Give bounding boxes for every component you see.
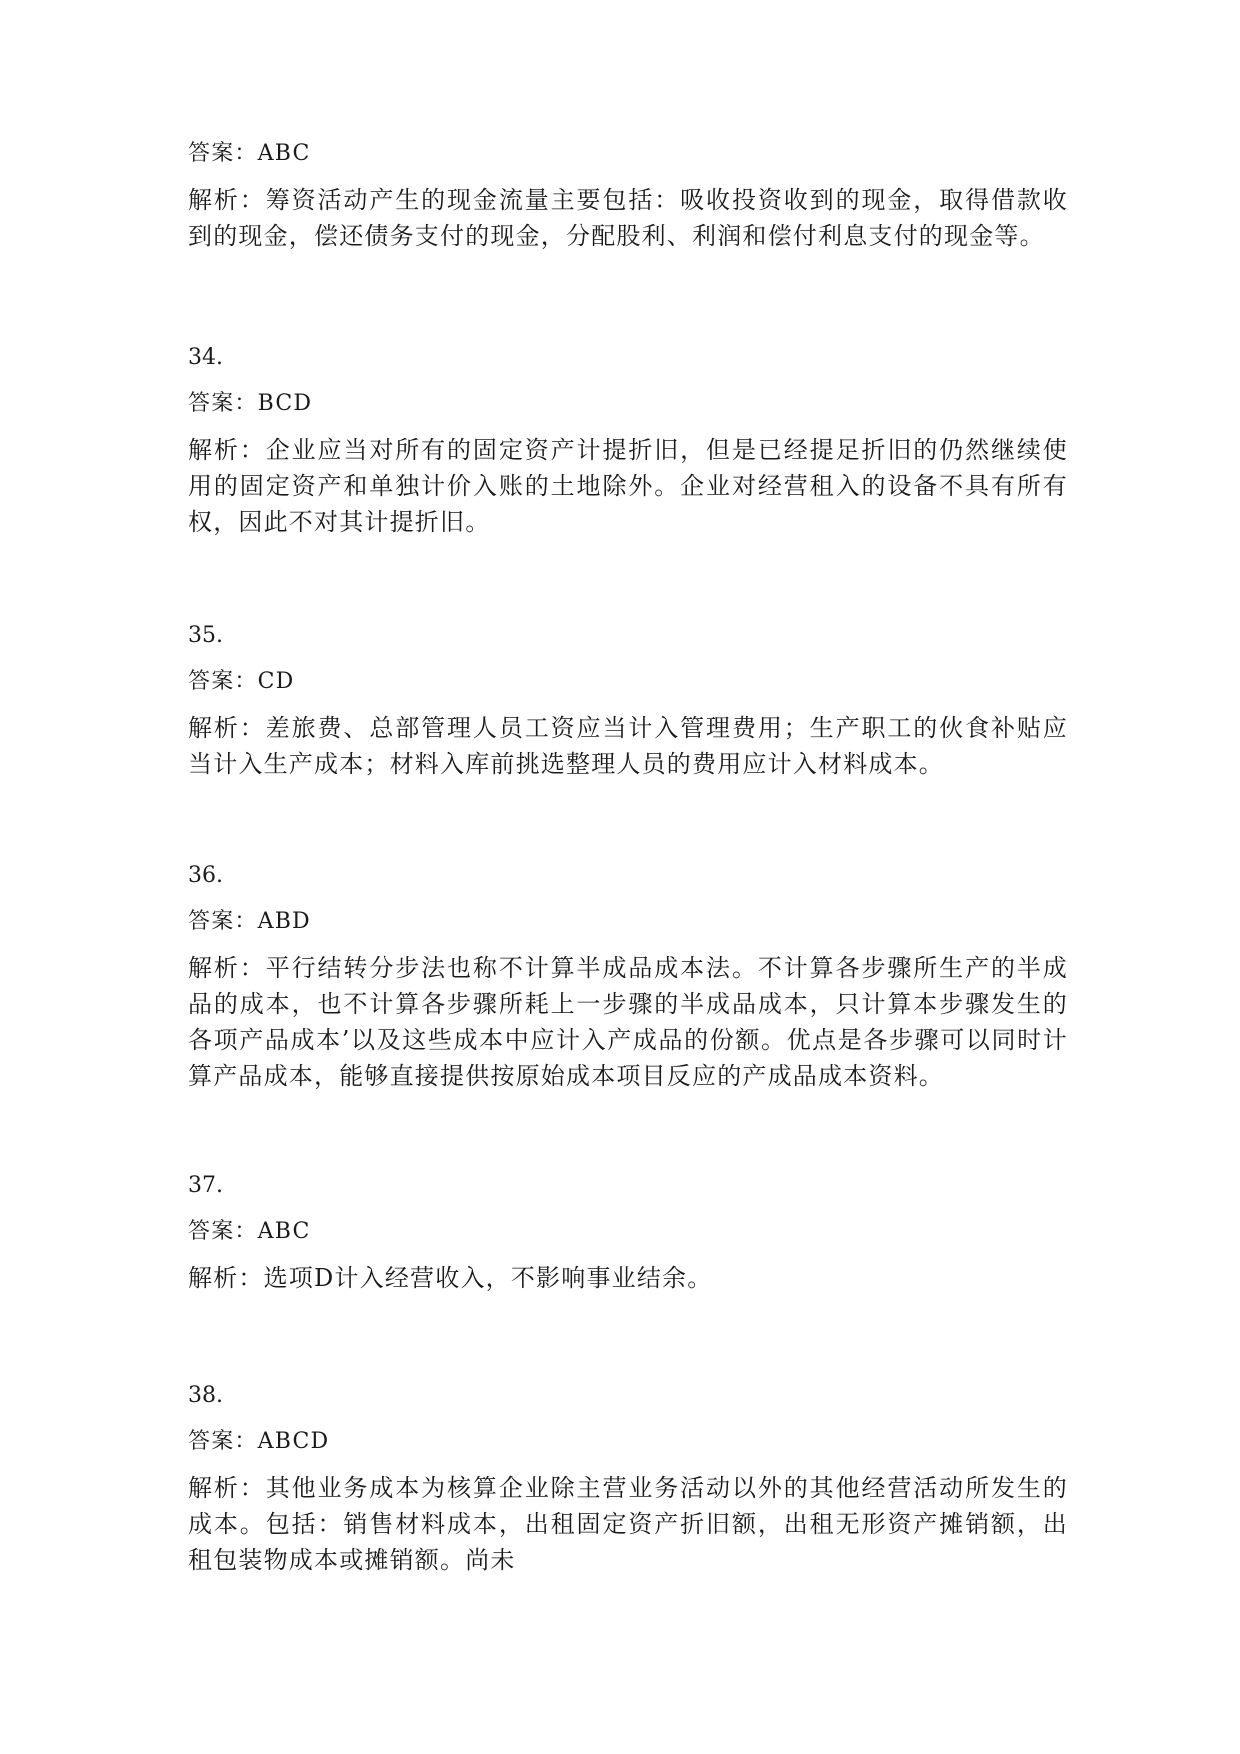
answer-36: 答案：ABD: [188, 909, 311, 934]
question-number-34: 34.: [188, 345, 223, 370]
answer-37: 答案：ABC: [188, 1219, 311, 1244]
explanation-36: 解析：平行结转分步法也称不计算半成品成本法。不计算各步骤所生产的半成品的成本，也不计算各步骤所耗上一步骤的半成品成本，只计算本步骤发生的各项产品成本’以及这些成本中应计入产成品的份额。优点是各步骤可以同时计算产品成本，能够直接提供按原始成本项目反应的产成品成本资料。: [188, 954, 1068, 1090]
explanation-34: 解析：企业应当对所有的固定资产计提折旧，但是已经提足折旧的仍然继续使用的固定资产和单独计价入账的土地除外。企业对经营租入的设备不具有所有权，因此不对其计提折旧。: [188, 436, 1068, 536]
question-number-38: 38.: [188, 1383, 223, 1408]
explanation-37: 解析：选项D计入经营收入，不影响事业结余。: [188, 1264, 713, 1292]
answer-34: 答案：BCD: [188, 391, 313, 416]
question-number-36: 36.: [188, 863, 223, 888]
question-number-37: 37.: [188, 1173, 223, 1198]
answer-38: 答案：ABCD: [188, 1429, 330, 1454]
question-number-35: 35.: [188, 623, 223, 648]
explanation-35: 解析：差旅费、总部管理人员工资应当计入管理费用；生产职工的伙食补贴应当计入生产成本；材料入库前挑选整理人员的费用应计入材料成本。: [188, 714, 1068, 778]
answer-33: 答案：ABC: [188, 141, 311, 166]
explanation-38: 解析：其他业务成本为核算企业除主营业务活动以外的其他经营活动所发生的成本。包括：销售材料成本，出租固定资产折旧额，出租无形资产摊销额，出租包装物成本或摊销额。尚未: [188, 1474, 1068, 1574]
answer-35: 答案：CD: [188, 669, 295, 694]
explanation-33: 解析：筹资活动产生的现金流量主要包括：吸收投资收到的现金，取得借款收到的现金，偿还债务支付的现金，分配股利、利润和偿付利息支付的现金等。: [188, 186, 1068, 250]
